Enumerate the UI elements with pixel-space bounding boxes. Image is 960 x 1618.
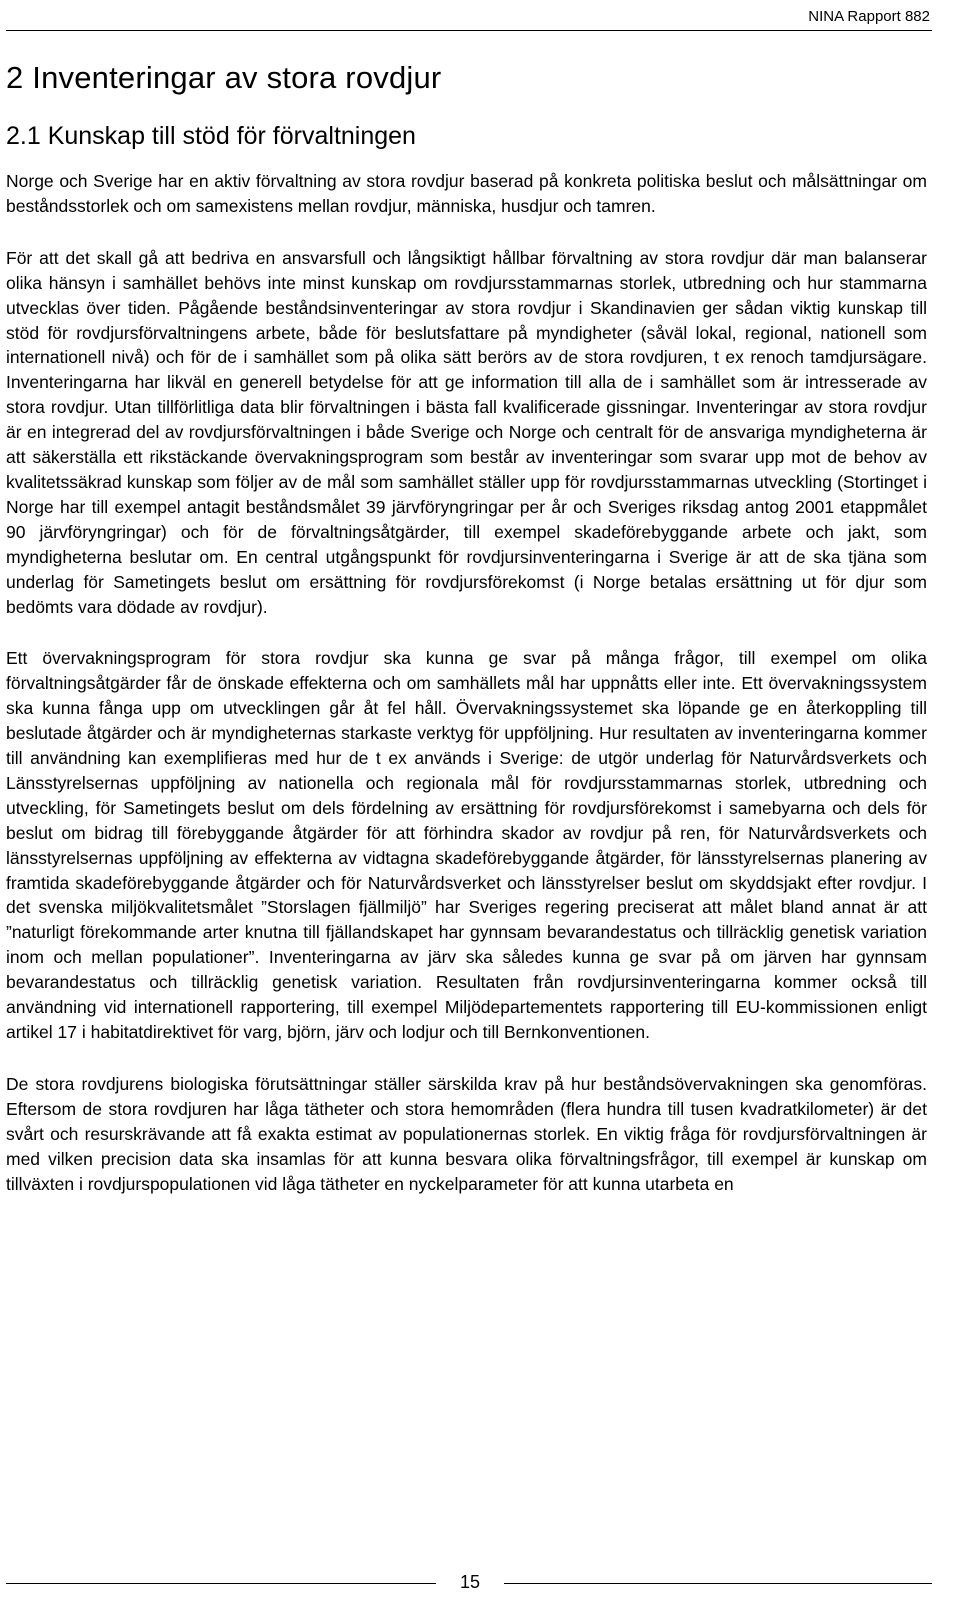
header-rule [6, 30, 932, 31]
paragraph-monitoring-program: Ett övervakningsprogram för stora rovdjur ska kunna ge svar på många frågor, till exempel om olika förvaltningsåtgärder får de önskade effekterna och om samhällets mål har uppnåtts eller inte. Ett övervakningssystem ska kunna fånga upp om utvecklingen går åt fel håll. Övervakningssystemet ska löpande ge en återkoppling till beslutade åtgärder och är myndigheternas starkaste verktyg för uppföljning. Hur resultaten av inventeringarna kommer till användning kan exemplifieras med hur de t ex används i Sverige: de utgör underlag för Naturvårdsverkets och Länsstyrelsernas uppföljning av nationella och regionala mål för rovdjursstammarnas storlek, utbredning och utveckling, för Sametingets beslut om dels fördelning av ersättning för rovdjursförekomst i samebyarna och dels för beslut om bidrag till förebyggande åtgärder för att förhindra skador av rovdjur på ren, för Naturvårdsverkets och länsstyrelsernas uppföljning av effekterna av vidtagna skadeförebyggande åtgärder, för länsstyrelsernas planering av framtida skadeförebyggande åtgärder och för Naturvårdsverket och länsstyrelser beslut om skyddsjakt efter rovdjur. I det svenska miljökvalitetsmålet ”Storslagen fjällmiljö” har Sveriges regering preciserat att målet bland annat är att ”naturligt förekommande arter knutna till fjällandskapet har gynnsam bevarandestatus och tillräcklig genetisk variation inom och mellan populationer”. Inventeringarna av järv ska således kunna ge svar på om järven har gynnsam bevarandestatus och tillräcklig genetisk variation. Resultaten från rovdjursinventeringarna kommer också till användning vid internationell rapportering, till exempel Miljödepartementets rapportering till EU-kommissionen enligt artikel 17 i habitatdirektivet för varg, björn, järv och lodjur och till Bernkonventionen. [6, 648, 927, 1042]
paragraph-inventory-purpose: För att det skall gå att bedriva en ansvarsfull och långsiktigt hållbar förvaltning av stora rovdjur där man balanserar olika hänsyn i samhället behövs inte minst kunskap om rovdjursstammarnas storlek, utbredning och hur stammarna utvecklas över tiden. Pågående beståndsinventeringar av stora rovdjur i Skandinavien ger sådan viktig kunskap till stöd för rovdjursförvaltningens arbete, både för beslutsfattare på myndigheter (såväl lokal, regional, nationell som internationell nivå) och för de i samhället som på olika sätt berörs av de stora rovdjuren, t ex renoch tamdjursägare. Inventeringarna har likväl en generell betydelse för att ge information till alla de i samhället som är intresserade av stora rovdjur. Utan tillförlitliga data blir förvaltningen i bästa fall kvalificerade gissningar. Inventeringar av stora rovdjur är en integrerad del av rovdjursförvaltningen i både Sverige och Norge och centralt för de ansvariga myndigheterna är att säkerställa ett rikstäckande övervakningsprogram som består av inventeringar som svarar upp mot de behov av kvalitetssäkrad kunskap som följer av de mål som samhället ställer upp för rovdjursstammarnas utveckling (Stortinget i Norge har till exempel antagit beståndsmålet 39 järvföryngringar per år och Sveriges riksdag antog 2001 etappmålet 90 järvföryngringar) och för de förvaltningsåtgärder, till exempel skadeförebyggande arbete och jakt, som myndigheterna beslutar om. En central utgångspunkt för rovdjursinventeringarna i Sverige är att de ska tjäna som underlag för Sametingets beslut om ersättning för rovdjursförekomst (i Norge betalas ersättning ut för djur som bedömts vara dödade av rovdjur). [6, 247, 927, 617]
footer-rule-left [6, 1583, 436, 1584]
page-number: 15 [459, 1572, 481, 1592]
section-title: 2.1 Kunskap till stöd för förvaltningen [6, 122, 416, 150]
paragraph-intro: Norge och Sverige har en aktiv förvaltning av stora rovdjur baserad på konkreta politiska beslut och målsättningar om beståndsstorlek och om samexistens mellan rovdjur, människa, husdjur och tamren. [6, 171, 927, 216]
footer-rule-right [504, 1583, 932, 1584]
page-content [6, 60, 927, 1196]
running-header: NINA Rapport 882 [808, 8, 930, 25]
paragraph-biological-conditions: De stora rovdjurens biologiska förutsättningar ställer särskilda krav på hur beståndsövervakningen ska genomföras. Eftersom de stora rovdjuren har låga tätheter och stora hemområden (flera hundra till tusen kvadratkilometer) är det svårt och resurskrävande att få exakta estimat av populationernas storlek. En viktig fråga för rovdjursförvaltningen är med vilken precision data ska insamlas för att kunna besvara olika förvaltningsfrågor, till exempel är kunskap om tillväxten i rovdjurspopulationen vid låga tätheter en nyckelparameter för att kunna utarbeta en [6, 1073, 927, 1194]
chapter-title: 2 Inventeringar av stora rovdjur [6, 60, 442, 95]
